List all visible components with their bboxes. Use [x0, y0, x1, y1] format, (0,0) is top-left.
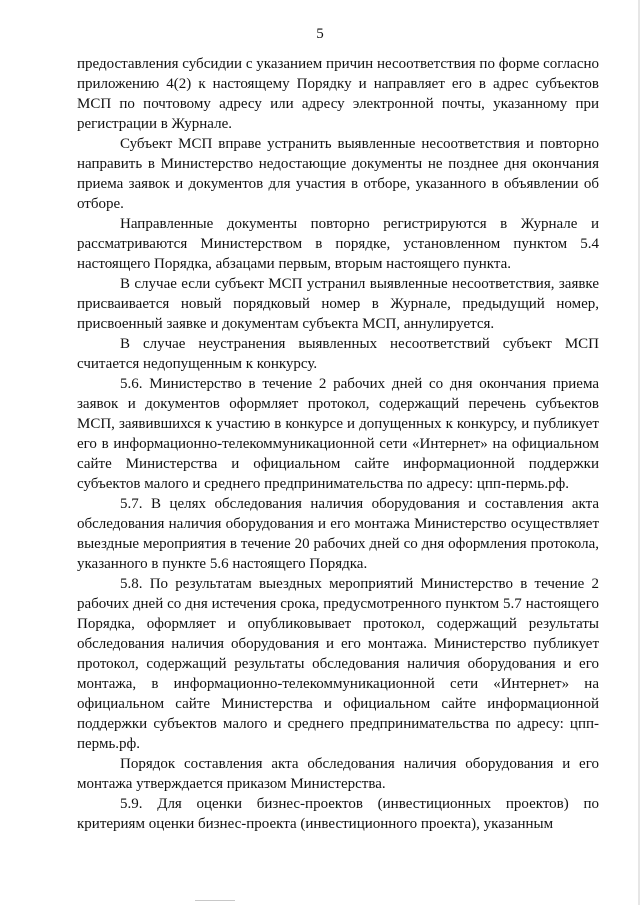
paragraph-clause-5-6: 5.6. Министерство в течение 2 рабочих дней со дня окончания приема заявок и документов оформляет протокол, содержащий перечень субъектов МСП, заявившихся к участию в конкурсе и допущенных к конкурсу, и публикует его в информационно-телекоммуникационной сети «Интернет» на официальном сайте Министерства и официальном сайте информационной поддержки субъектов малого и среднего предпринимательства по адресу: цпп-пермь.рф. — [77, 376, 599, 492]
paragraph-clause-5-9: 5.9. Для оценки бизнес-проектов (инвестиционных проектов) по критериям оценки бизнес-проекта (инвестиционного проекта), указанным — [77, 796, 599, 832]
paragraph: Субъект МСП вправе устранить выявленные несоответствия и повторно направить в Министерство недостающие документы не позднее дня окончания приема заявок и документов для участия в отборе, указанного в объявлении об отборе. — [77, 136, 599, 212]
paragraph: Порядок составления акта обследования наличия оборудования и его монтажа утверждается приказом Министерства. — [77, 756, 599, 792]
paragraph: Направленные документы повторно регистрируются в Журнале и рассматриваются Министерством в порядке, установленном пунктом 5.4 настоящего Порядка, абзацами первым, вторым настоящего пункта. — [77, 216, 599, 272]
document-body — [77, 54, 599, 834]
paragraph: В случае неустранения выявленных несоответствий субъект МСП считается недопущенным к конкурсу. — [77, 336, 599, 372]
page-number: 5 — [316, 26, 324, 42]
paragraph: В случае если субъект МСП устранил выявленные несоответствия, заявке присваивается новый порядковый номер в Журнале, предыдущий номер, присвоенный заявке и документам субъекта МСП, аннулируется. — [77, 276, 599, 332]
paragraph-clause-5-7: 5.7. В целях обследования наличия оборудования и составления акта обследования наличия оборудования и его монтажа Министерство осуществляет выездные мероприятия в течение 20 рабочих дней со дня оформления протокола, указанного в пункте 5.6 настоящего Порядка. — [77, 496, 599, 572]
paragraph-clause-5-8: 5.8. По результатам выездных мероприятий Министерство в течение 2 рабочих дней со дня истечения срока, предусмотренного пунктом 5.7 настоящего Порядка, оформляет и опубликовывает протокол, содержащий результаты обследования наличия оборудования и его монтажа. Министерство публикует протокол, содержащий результаты обследования наличия оборудования и его монтажа, в информационно-телекоммуникационной сети «Интернет» на официальном сайте Министерства и официальном сайте информационной поддержки субъектов малого и среднего предпринимательства по адресу: цпп-пермь.рф. — [77, 576, 599, 752]
scan-artifact-line — [195, 900, 235, 901]
paragraph-continuation: предоставления субсидии с указанием причин несоответствия по форме согласно приложению 4(2) к настоящему Порядку и направляет его в адрес субъектов МСП по почтовому адресу или адресу электронной почты, указанному при регистрации в Журнале. — [77, 56, 599, 132]
